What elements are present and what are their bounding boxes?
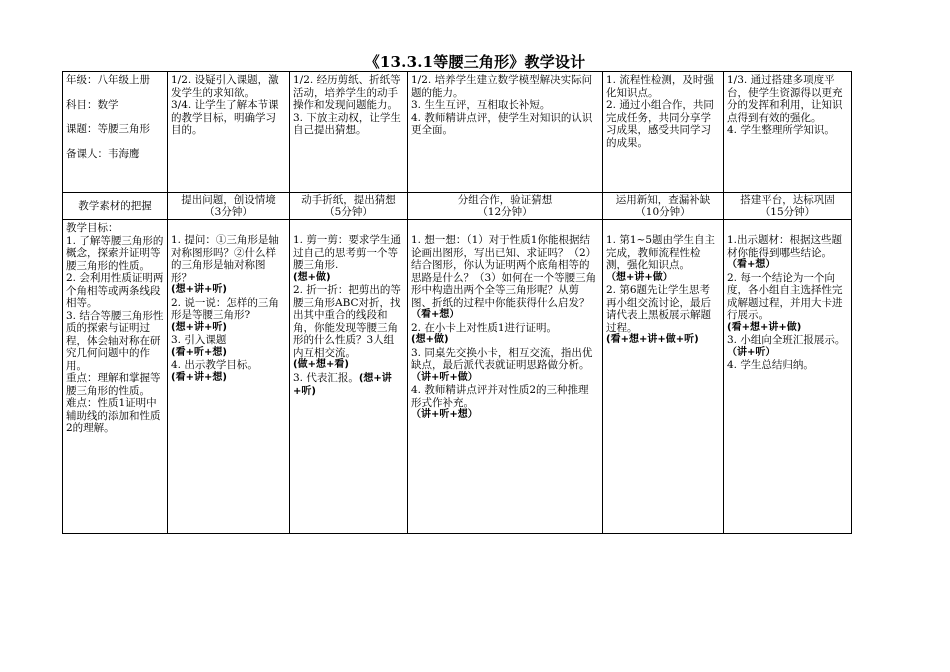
goal-text: 3. 生生互评，互相取长补短。 [411,99,551,111]
goal-text: 1/3. 通过搭建多项度平台，使学生资源得以更充分的发挥和利用，让知识点得到有效的强化。 [727,74,843,124]
activity-mode: (看+讲+想) [171,371,227,383]
activity-text: 3. 代表汇报。 [293,371,359,384]
activity-text: 2. 在小卡上对性质1进行证明。 [411,321,558,334]
goal-text: 1/2. 设疑引入课题，激发学生的求知欲。 [171,74,279,99]
stage-header-4 [603,193,724,220]
cell-activity-stage3 [408,220,603,534]
activity-text: 2. 每一个结论为一个向度，各小组自主选择性完成解题过程，并用大卡进行展示。 [727,271,843,321]
objective-text: 难点：性质1证明中辅助线的添加和性质2的理解。 [66,397,161,434]
stage-title: 搭建平台，达标巩固 [740,194,835,206]
subject-text: 科目：数学 [66,98,119,111]
goal-text: 3/4. 让学生了解本节课的教学目标，明确学习目的。 [171,99,279,136]
goal-text: 2. 通过小组合作，共同完成任务，共同分享学习成果，感受共同学习的成果。 [606,99,714,149]
table-row-goals [63,72,852,193]
stage-duration: （5分钟） [324,206,373,218]
activity-mode: (想+做) [293,271,331,283]
table-row-stages [63,193,852,220]
cell-goal-stage3 [408,72,603,193]
activity-text: 3. 同桌先交换小卡，相互交流，指出优缺点，最后派代表就证明思路做分析。 [411,346,593,371]
cell-activity-stage5 [724,220,852,534]
stage-duration: （15分钟） [759,206,816,218]
goal-text: 1. 流程性检测，及时强化知识点。 [606,74,714,99]
cell-course-info [63,72,168,193]
stage-title: 教学素材的把握 [78,200,152,212]
stage-header-2 [290,193,408,220]
activity-text: 1. 第1~5题由学生自主完成，教师流程性检测，强化知识点。 [606,234,716,271]
document-title: 《13.3.1等腰三角形》教学设计 [364,53,586,71]
stage-title: 运用新知，查漏补缺 [615,194,711,206]
activity-text: 2. 第6题先让学生思考再小组交流讨论，最后请代表上黑板展示解题过程。 [606,284,711,334]
cell-objectives [63,220,168,534]
cell-activity-stage1 [168,220,290,534]
stage-duration: （12分钟） [477,206,533,218]
cell-goal-stage1 [168,72,290,193]
activity-mode: (看+想+讲+做) [727,321,802,333]
stage-duration: （10分钟） [635,206,691,218]
activity-mode: （看+想） [411,309,460,320]
stage-header-material [63,193,168,220]
activity-mode: (想+做) [411,334,449,345]
cell-goal-stage5 [724,72,852,193]
stage-header-3 [408,193,603,220]
objective-text: 重点：理解和掌握等腰三角形的性质。 [66,372,161,397]
activity-mode: （讲+听+做） [411,371,478,383]
stage-duration: （3分钟） [204,206,253,218]
activity-mode: （想+讲+做） [606,271,673,283]
cell-activity-stage4 [603,220,724,534]
stage-title: 动手折纸，提出猜想 [301,194,396,206]
activity-mode: (想+讲+听) [171,284,227,295]
activity-text: 2. 折一折：把剪出的等腰三角形ABC对折，找出其中重合的线段和角，你能发现等腰三角形的什么性质？3人组内互相交流。 [293,284,401,359]
cell-activity-stage2 [290,220,408,534]
activity-text: 1. 想一想：（1）对于性质1你能根据结论画出图形，写出已知、求证吗？（2）结合图形，你认为证明两个底角相等的思路是什么？（3）如何在一个等腰三角形中构造出两个全等三角形呢？从剪图、折纸的过程中你能获得什么启发？ [411,234,597,309]
activity-mode: (看+想+讲+做+听) [606,334,699,345]
activity-mode: (做+想+看) [293,359,349,370]
cell-goal-stage2 [290,72,408,193]
lesson-plan-table [62,71,852,534]
activity-text: 4. 教师精讲点评并对性质2的三种推理形式作补充。 [411,384,589,409]
stage-header-5 [724,193,852,220]
table-row-activities [63,220,852,534]
activity-mode: （讲+听） [727,346,776,358]
activity-text: 4. 出示教学目标。 [171,359,258,371]
activity-text: 2. 说一说：怎样的三角形是等腰三角形? [171,296,279,321]
activity-text: 3. 小组向全班汇报展示。 [727,334,846,346]
stage-title: 分组合作，验证猜想 [457,194,553,206]
goal-text: 4. 教师精讲点评，使学生对知识的认识更全面。 [411,111,593,136]
objective-text: 教学目标： [66,222,119,234]
cell-goal-stage4 [603,72,724,193]
activity-text: 1. 剪一剪：要求学生通过自己的思考剪一个等腰三角形. [293,234,401,271]
activity-text: 1.出示题材：根据这些题材你能得到哪些结论。 [727,234,843,259]
objective-text: 2. 会利用性质证明两个角相等或两条线段相等。 [66,272,164,309]
goal-text: 4. 学生整理所学知识。 [727,124,835,136]
stage-header-1 [168,193,290,220]
activity-text: 3. 引入课题 [171,334,227,346]
objective-text: 1. 了解等腰三角形的概念，探索并证明等腰三角形的性质。 [66,234,164,272]
objective-text: 3. 结合等腰三角形性质的探索与证明过程，体会轴对称在研究几何问题中的作用。 [66,309,164,372]
activity-text: 1. 提问：①三角形是轴对称图形吗？②什么样的三角形是轴对称图形？ [171,234,279,284]
activity-mode: （讲+听+想） [411,409,478,420]
activity-text: 4. 学生总结归纳。 [727,359,814,371]
teacher-text: 备课人：韦海鹰 [66,147,140,160]
activity-mode: (想+讲+听) [171,321,227,333]
activity-mode: （看+想） [727,259,776,270]
activity-mode: (看+听+想) [171,346,227,358]
activity-mode: (想+讲+听) [293,372,392,397]
goal-text: 1/2. 经历剪纸、折纸等活动，培养学生的动手操作和发现问题能力。 [293,74,401,111]
topic-text: 课题：等腰三角形 [66,123,150,135]
grade-text: 年级：八年级上册 [66,74,150,86]
goal-text: 3. 下放主动权，让学生自己提出猜想。 [293,111,401,136]
stage-title: 提出问题，创设情境 [181,194,276,206]
goal-text: 1/2. 培养学生建立数学模型解决实际问题的能力。 [411,74,593,99]
